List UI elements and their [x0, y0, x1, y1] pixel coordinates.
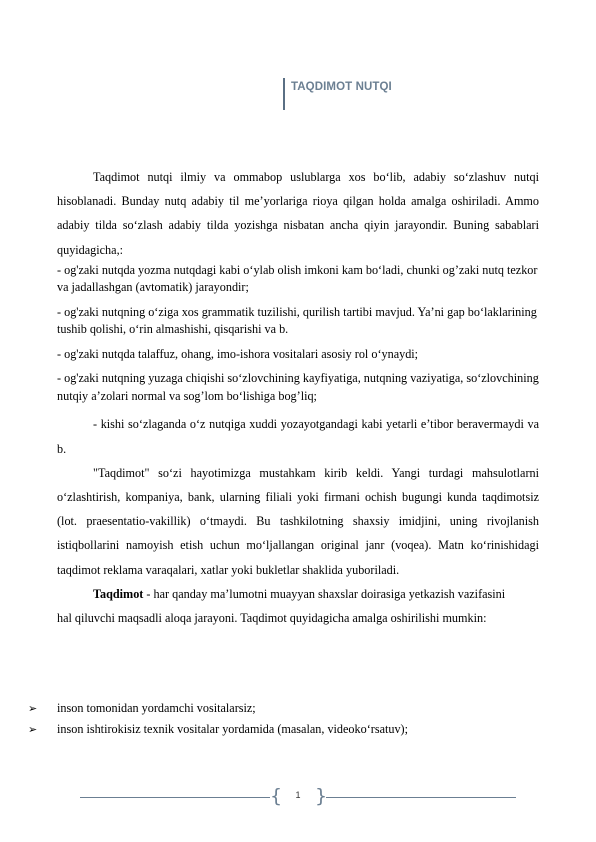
footer-divider-left — [80, 797, 270, 798]
document-body — [57, 165, 539, 630]
page-number: 1 — [295, 790, 301, 800]
arrow-bullet-icon: ➢ — [28, 723, 38, 736]
left-brace-icon: { — [270, 785, 283, 807]
paragraph-taqdimot-word: "Taqdimot" so‘zi hayotimizga mustahkam kirib keldi. Yangi turdagi mahsulotlarni o‘zlashtirish, kompaniya, bank, ularning filiali yoki firmani ochish bugungi kunda taqdimotsiz (lot. praesentatio-vakillik) o‘tmaydi. Bu tashkilotning shaxsiy imidjini, uning rivojlanish istiqbollarini namoyish etish uchun mo‘ljallangan original janr (voqea). Matn ko‘rinishidagi taqdimot reklama varaqalari, xatlar yoki bukletlar shaklida yuboriladi. — [57, 465, 539, 577]
list-item — [28, 719, 408, 740]
page-title: TAQDIMOT NUTQI — [291, 81, 392, 93]
footer-divider-right — [326, 797, 516, 798]
list-item-text: inson ishtirokisiz texnik vositalar yordamida (masalan, videoko‘rsatuv); — [57, 722, 408, 736]
paragraph-definition — [57, 582, 539, 630]
list-item — [28, 698, 408, 719]
right-brace-icon: } — [315, 785, 328, 807]
definition-text: - har qanday ma’lumotni muayyan shaxslar doirasiga yetkazish vazifasini hal qiluvchi maqsadli aloqa jarayoni. Taqdimot quyidagicha amalga oshirilishi mumkin: — [57, 586, 506, 625]
page-header — [283, 78, 392, 110]
page-footer — [80, 785, 516, 809]
bullet-list — [28, 698, 408, 740]
list-item-text: inson tomonidan yordamchi vositalarsiz; — [57, 701, 256, 715]
dash-item-5: - kishi so‘zlaganda o‘z nutqiga xuddi yozayotgandagi kabi yetarli e’tibor beravermaydi va b. — [57, 417, 539, 456]
dash-item-3: - og'zaki nutqda talaffuz, ohang, imo-ishora vositalari asosiy rol o‘ynaydi; — [57, 346, 419, 361]
dash-item-2: - og'zaki nutqning o‘ziga xos grammatik tuzilishi, qurilish tartibi mavjud. Ya’ni gap bo‘laklarining tushib qolishi, o‘rin almashishi, qisqarishi va b. — [57, 304, 537, 337]
dash-item-1: - og'zaki nutqda yozma nutqdagi kabi o‘ylab olish imkoni kam bo‘ladi, chunki og’zaki nutq tezkor va jadallashgan (avtomatik) jarayondir; — [57, 262, 538, 295]
dash-item-4: - og'zaki nutqning yuzaga chiqishi so‘zlovchining kayfiyatiga, nutqning vaziyatiga, so‘zlovchining nutqiy a’zolari normal va sog’lom bo‘lishiga bog’liq; — [57, 371, 539, 403]
definition-term: Taqdimot — [93, 586, 144, 601]
arrow-bullet-icon: ➢ — [28, 702, 38, 715]
paragraph-intro: Taqdimot nutqi ilmiy va ommabop uslublarga xos bo‘lib, adabiy so‘zlashuv nutqi hisoblanadi. Bunday nutq adabiy til me’yorlariga rioya qilgan holda amalga oshiriladi. Ammo adabiy tilda so‘zlash adabiy tilda yozishga nisbatan ancha qiyin jarayondir. Buning sabablari quyidagicha,: — [57, 170, 539, 257]
